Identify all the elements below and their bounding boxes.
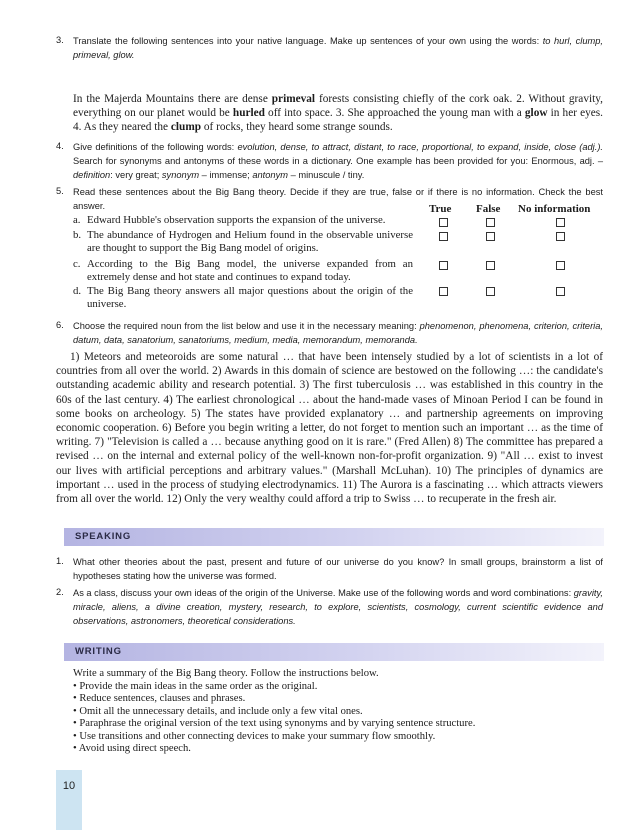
writing-bullet: • Use transitions and other connecting devices to make your summary flow smoothly.: [73, 730, 436, 742]
writing-instructions: [73, 668, 603, 756]
statement-text: The abundance of Hydrogen and Helium found in the observable universe are thought to support the Big Bang model of origins.: [87, 229, 413, 254]
word-primeval: primeval: [271, 93, 316, 105]
checkbox-c-false[interactable]: [486, 261, 495, 270]
statement-letter: c.: [73, 258, 81, 270]
page-number-tab: [56, 770, 82, 830]
exercise-6-text: Choose the required noun from the list below and use it in the necessary meaning:: [73, 321, 420, 331]
antonym-text: – minuscule / tiny.: [287, 170, 365, 180]
exercise-5-number: 5.: [56, 186, 64, 196]
writing-title: WRITING: [75, 646, 122, 657]
writing-bullet: • Reduce sentences, clauses and phrases.: [73, 693, 246, 704]
writing-bullet: • Paraphrase the original version of the text using synonyms and by varying sentence structure.: [73, 718, 476, 729]
checkbox-d-true[interactable]: [439, 287, 448, 296]
column-false: False: [476, 203, 501, 215]
checkbox-d-no-information[interactable]: [556, 287, 565, 296]
speaking-q2-number: 2.: [56, 587, 64, 597]
exercise-3-text-5: of rocks, they heard some strange sounds.: [201, 121, 393, 134]
checkbox-c-no-information[interactable]: [556, 261, 565, 270]
checkbox-b-true[interactable]: [439, 232, 448, 241]
synonym-text: – immense;: [199, 170, 253, 180]
exercise-4-number: 4.: [56, 141, 64, 151]
speaking-title: SPEAKING: [75, 531, 132, 542]
page-number: 10: [62, 780, 76, 792]
writing-bullet: • Avoid using direct speech.: [73, 743, 191, 754]
statement-letter: d.: [73, 285, 82, 297]
statement-row: [73, 214, 413, 227]
statement-text: The Big Bang theory answers all major questions about the origin of the universe.: [87, 285, 413, 310]
exercise-6-number: 6.: [56, 320, 64, 330]
exercise-3-text-2: forests consisting chiefly of the cork oak. 2. Without gravity, everything on our planet would be: [73, 93, 603, 120]
exercise-3-number: 3.: [56, 35, 64, 45]
speaking-header: [64, 528, 604, 546]
column-true: True: [429, 203, 452, 215]
column-no-information: No information: [518, 203, 591, 215]
speaking-q1-number: 1.: [56, 556, 64, 566]
statement-text: Edward Hubble's observation supports the expansion of the universe.: [87, 214, 386, 226]
speaking-q2-words: gravity, miracle, aliens, a divine creation, mystery, research, to explore, scientists, cosmology, current scientific evidence and observations, astronomers, theoretical considerations.: [73, 588, 604, 626]
checkbox-a-no-information[interactable]: [556, 218, 565, 227]
word-glow: glow: [524, 107, 548, 120]
writing-bullet: • Omit all the unnecessary details, and include only a few vital ones.: [73, 705, 363, 717]
checkbox-a-true[interactable]: [439, 218, 448, 227]
definition-text: : very great;: [110, 170, 162, 180]
statement-row: [73, 229, 413, 255]
speaking-question-2: [73, 586, 603, 628]
exercise-3-words: to hurl, clump, primeval, glow.: [73, 36, 604, 60]
statement-letter: b.: [73, 229, 82, 241]
exercise-3-sentences: [73, 92, 603, 135]
exercise-6-instruction: [73, 319, 603, 347]
writing-instruction: Write a summary of the Big Bang theory. Follow the instructions below.: [73, 668, 379, 679]
word-hurled: hurled: [232, 107, 265, 120]
checkbox-a-false[interactable]: [486, 218, 495, 227]
exercise-5-instruction: Read these sentences about the Big Bang theory. Decide if they are true, false or if there is no information. Check the best answer.: [73, 187, 603, 211]
antonym-label: antonym: [252, 170, 288, 180]
synonym-label: synonym: [161, 170, 200, 180]
speaking-question-1: What other theories about the past, present and future of our universe do you know? In small groups, brainstorm a list of hypotheses stating how the universe was formed.: [73, 557, 603, 581]
statement-row: [73, 258, 413, 284]
checkbox-d-false[interactable]: [486, 287, 495, 296]
exercise-3-instruction-text: Translate the following sentences into your native language. Make up sentences of your own using the words:: [73, 36, 543, 46]
word-clump: clump: [170, 121, 202, 134]
exercise-4-words: evolution, dense, to attract, distant, to race, proportional, to expand, inside, close (adj.).: [237, 142, 603, 152]
statement-text: According to the Big Bang model, the universe expanded from an extremely dense and hot state and continues to expand today.: [87, 258, 413, 283]
checkbox-b-no-information[interactable]: [556, 232, 565, 241]
statement-letter: a.: [73, 214, 81, 226]
exercise-3-text-3: off into space. 3. She approached the young man with a: [264, 107, 525, 120]
exercise-4-text-2: Search for synonyms and antonyms of these words in a dictionary. One example has been provided for you: Enormous, adj. –: [73, 156, 603, 166]
speaking-q2-text: As a class, discuss your own ideas of the origin of the Universe. Make use of the following words and word combinations:: [73, 588, 574, 598]
exercise-4-text-1: Give definitions of the following words:: [73, 142, 238, 152]
writing-header: [64, 643, 604, 661]
exercise-3-instruction: [73, 34, 603, 62]
exercise-4-instruction: [73, 140, 603, 182]
statement-row: [73, 285, 413, 311]
exercise-3-text-4: in her eyes. 4. As they neared the: [73, 107, 603, 134]
exercise-6-words: phenomenon, phenomena, criterion, criteria, datum, data, sanatorium, sanatoriums, medium, media, memorandum, memoranda.: [73, 321, 603, 345]
definition-label: definition: [73, 170, 111, 180]
checkbox-b-false[interactable]: [486, 232, 495, 241]
exercise-6-body: 1) Meteors and meteoroids are some natural … that have been intensely studied by a lot of scientists in a lot of countries from all over the world. 2) Awards in this domain of science are bestowed on the following …: the candidate's outstanding academic ability and research potential. 3) The first tuberculosis … was established in this country in the 60s of the last century. 4) The earliest chronological … about the hand-made vases of Minoan Period I can be found in some books on archeology. 5) The states have provided explanatory … and partnership agreements on improving economic cooperation. 6) Before you begin writing a letter, do not forget to mention such an important … as the time of writing. 7) "Television is called a … because anything good on it is rare." (Fred Allen) 8) The committee has prepared a revised … on the internal and external policy of the well-known non-for-profit organization. 9) "All … exist to invest our lives with artificial perceptions and arbitrary values." (Marshall McLuhan). 10) The principles of dynamics are important … used in the process of studying electrodynamics. 11) The Aurora is a fascinating … which attracts viewers from all over the world. 12) Only the very wealthy could afford a trip to Swiss … to recuperate in the fresh air.: [56, 351, 603, 506]
exercise-3-text-1: In the Majerda Mountains there are dense: [73, 93, 272, 105]
checkbox-c-true[interactable]: [439, 261, 448, 270]
writing-bullet: • Provide the main ideas in the same order as the original.: [73, 680, 318, 692]
